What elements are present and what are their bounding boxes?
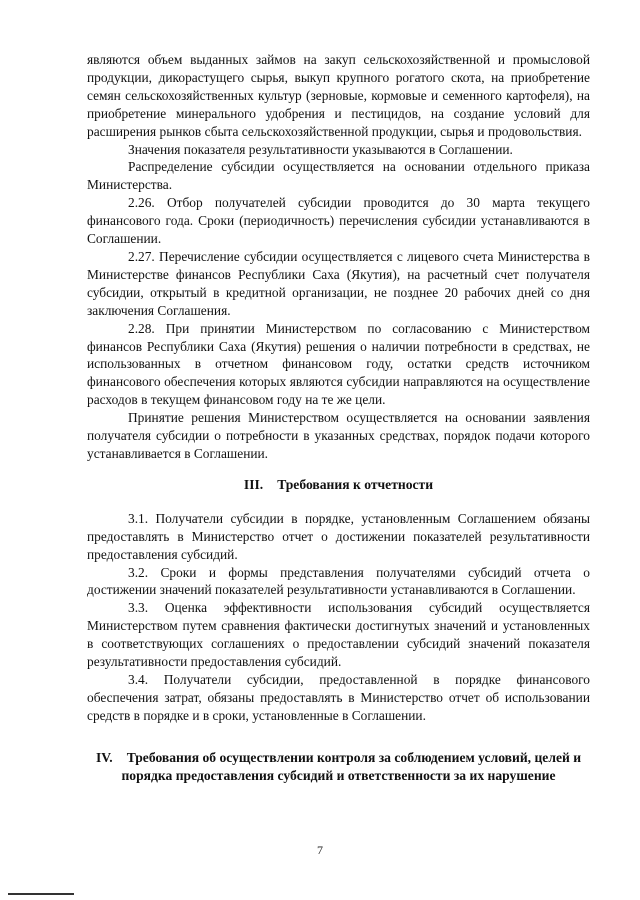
document-body (87, 51, 590, 785)
section-heading-3 (87, 476, 590, 494)
paragraph-3-1: 3.1. Получатели субсидии в порядке, установленным Соглашением обязаны предоставлять в Министерство отчет о достижении показателей результативности предоставления субсидий. (87, 510, 590, 562)
paragraph-indicator-values: Значения показателя результативности указываются в Соглашении. (128, 141, 513, 157)
section-title-3: Требования к отчетности (277, 476, 434, 492)
opening-text: являются объем выданных займов на закуп сельскохозяйственной и промысловой продукции, дикорастущего сырья, выкуп крупного рогатого скота, на приобретение семян сельскохозяйственных культур (зерновые, кормовые и семенного картофеля), на приобретение минерального удобрения и пестицидов, на создание условий для расширения рынков сбыта сельскохозяйственной продукции, сырья и продовольствия. (87, 52, 590, 139)
paragraph-3-2: 3.2. Сроки и формы представления получателями субсидий отчета о достижении значений показателей результативности устанавливаются в Соглашении. (87, 564, 590, 598)
paragraph-2-27: 2.27. Перечисление субсидии осуществляется с лицевого счета Министерства в Министерстве финансов Республики Саха (Якутия), на расчетный счет получателя субсидии, открытый в кредитной организации, не позднее 20 рабочих дней со дня заключения Соглашения. (87, 248, 590, 318)
section-title-4: Требования об осуществлении контроля за соблюдением условий, целей и порядка предоставления субсидий и ответственности за их нарушение (121, 749, 582, 783)
paragraph-distribution: Распределение субсидии осуществляется на основании отдельного приказа Министерства. (87, 159, 590, 193)
paragraph-3-3: 3.3. Оценка эффективности использования субсидий осуществляется Министерством путем сравнения фактически достигнутых значений и установленных в соответствующих соглашениях о предоставлении субсидий значений показателя результативности предоставления субсидий. (87, 600, 590, 670)
paragraph-3-4: 3.4. Получатели субсидии, предоставленной в порядке финансового обеспечения затрат, обязаны предоставлять в Министерство отчет об использовании средств в порядке и в сроки, установленные в Соглашении. (87, 672, 590, 723)
paragraph-decision: Принятие решения Министерством осуществляется на основании заявления получателя субсидии о потребности в указанных средствах, порядок подачи которого устанавливается в Соглашении. (87, 410, 590, 461)
section-number-3: III. (243, 476, 264, 492)
section-number-4: IV. (95, 749, 113, 765)
section-heading-4 (87, 749, 590, 785)
paragraph-2-26: 2.26. Отбор получателей субсидии проводится до 30 марта текущего финансового года. Сроки (периодичность) перечисления субсидии устанавливаются в Соглашении. (87, 195, 590, 247)
page-number: 7 (317, 843, 323, 857)
paragraph-2-28: 2.28. При принятии Министерством по согласованию с Министерством финансов Республики Саха (Якутия) решения о наличии потребности в средствах, не использованных в отчетном финансовом году, остатки средств источником финансового обеспечения которых являются субсидии направляются на осуществление расходов в текущем финансовом году на те же цели. (87, 320, 590, 408)
scan-edge-mark (8, 893, 74, 895)
